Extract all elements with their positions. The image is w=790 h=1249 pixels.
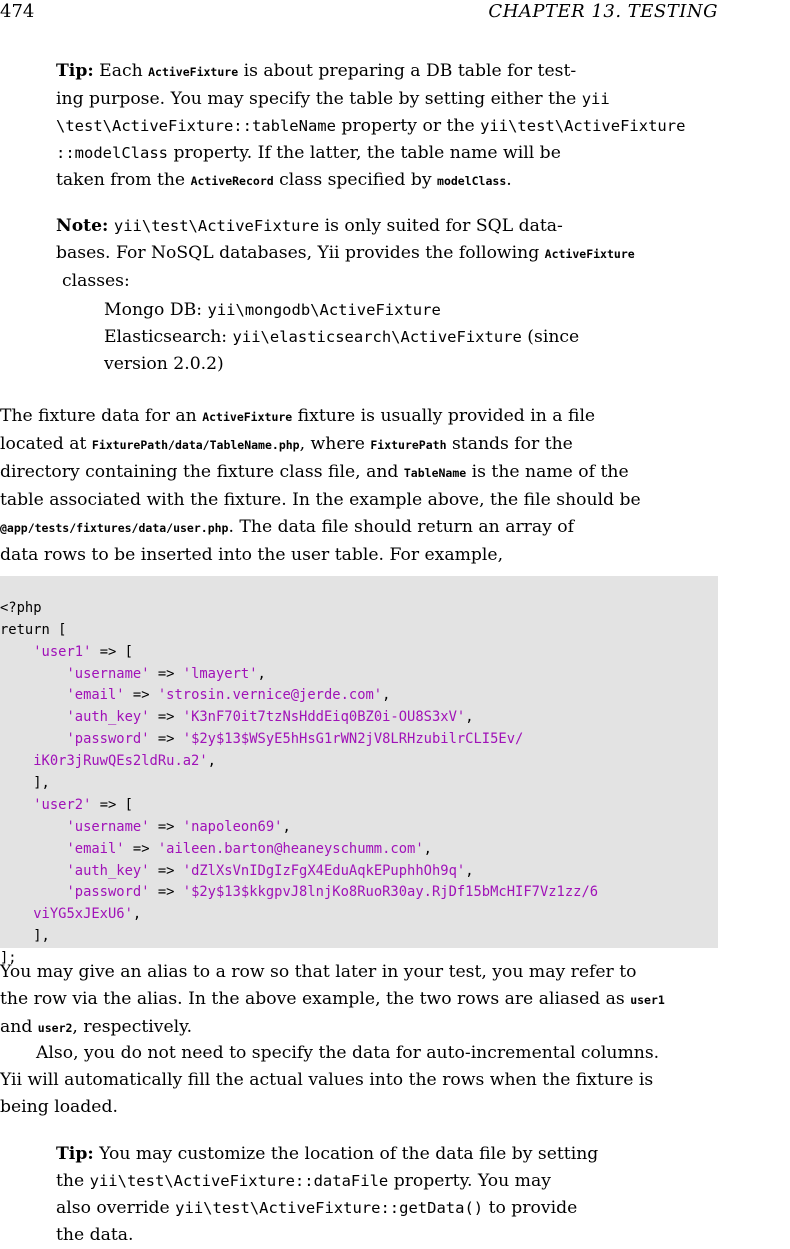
page-number: 474 [0,1,35,22]
list-item-continuation: version 2.0.2) [104,354,224,374]
code-line: return [ [0,621,67,638]
code-line: ]; [0,950,17,967]
code-line: 'user1' => [ [33,643,133,660]
inline-code: FixturePath [370,438,447,452]
inline-code: yii\test\ActiveFixture [480,117,686,135]
code-line: 'password' => '$2y$13$WSyE5hHsG1rWN2jV8LRHzubilrCLI5Ev/ [66,731,524,748]
auto-increment-paragraph: Also, you do not need to specify the data for auto-incremental columns. Yii will automatically fill the actual values into the rows when the fixture is being loaded. [0,1043,660,1117]
inline-code: modelClass [437,174,507,188]
tip-box-datafile: Tip: You may customize the location of the data file by setting the yii\test\ActiveFixture::dataFile property. You may also override yii\test\ActiveFixture::getData() to provide the data. [56,1144,599,1245]
code-line: iK0r3jRuwQEs2ldRu.a2', [33,753,216,770]
list-item: Elasticsearch: yii\elasticsearch\ActiveFixture (since [104,327,580,347]
inline-code: yii\elasticsearch\ActiveFixture [232,328,522,346]
code-line: 'username' => 'napoleon69', [66,818,291,835]
inline-code: FixturePath/data/TableName.php [91,438,300,452]
code-line: viYG5xJExU6', [33,906,142,923]
code-line: 'password' => '$2y$13$kkgpvJ8lnjKo8RuoR30ay.RjDf15bMcHIF7Vz1zz/6 [66,884,599,901]
inline-code: yii\test\ActiveFixture::getData() [175,1199,484,1217]
inline-code: yii\test\ActiveFixture::dataFile [89,1172,389,1190]
tip-label: Tip: [56,61,94,81]
page-header [0,0,718,22]
code-line: 'email' => 'strosin.vernice@jerde.com', [66,687,391,704]
tip-box-table: Tip: Each ActiveFixture is about preparing a DB table for test- ing purpose. You may specify the table by setting either the yii \test\ActiveFixture::tableName property or the yii\test\ActiveFixture ::modelClass property. If the latter, the table name will be taken from the ActiveRecord class specified by modelClass. [56,61,686,190]
inline-code: ActiveFixture [148,65,239,79]
tip-label: Tip: [56,1144,94,1164]
code-line: 'username' => 'lmayert', [66,665,266,682]
inline-code: user2 [37,1021,73,1035]
code-listing [0,576,718,967]
inline-code: ActiveRecord [190,174,274,188]
inline-code: \test\ActiveFixture::tableName [56,117,336,135]
inline-code: ActiveFixture [202,410,293,424]
list-item: Mongo DB: yii\mongodb\ActiveFixture [104,300,441,320]
inline-code: yii\test\ActiveFixture [113,217,320,235]
inline-code: TableName [403,466,467,480]
code-line: 'auth_key' => 'K3nF70it7tzNsHddEiq0BZ0i-OU8S3xV', [66,709,474,726]
note-label: Note: [56,216,109,236]
chapter-title: CHAPTER 13. TESTING [488,1,718,22]
fixture-data-paragraph: The fixture data for an ActiveFixture fixture is usually provided in a file located at FixturePath/data/TableName.php, where FixturePath stands for the directory containing the fixture class file, and TableName is the name of the table associated with the fixture. In the example above, the file should be @app/tests/fixtures/data/user.php. The data file should return an array of data rows to be inserted into the user table. For example, [0,406,641,565]
code-line: ], [0,775,50,792]
code-line: 'user2' => [ [33,796,133,813]
inline-code: @app/tests/fixtures/data/user.php [0,521,229,535]
nosql-fixture-list [104,297,662,378]
alias-paragraph: You may give an alias to a row so that later in your test, you may refer to the row via the alias. In the above example, the two rows are aliased as user1 and user2, respectively. [0,962,665,1037]
inline-code: yii [581,90,610,108]
code-line: 'auth_key' => 'dZlXsVnIDgIzFgX4EduAqkEPuphhOh9q', [66,862,474,879]
inline-code: ::modelClass [56,144,168,162]
inline-code: user1 [630,993,665,1007]
inline-code: ActiveFixture [544,247,635,261]
code-line: ], [0,928,50,945]
code-line: 'email' => 'aileen.barton@heaneyschumm.com', [66,840,432,857]
inline-code: yii\mongodb\ActiveFixture [207,301,441,319]
code-line: <?php [0,599,42,616]
note-box-nosql: Note: yii\test\ActiveFixture is only suited for SQL data- bases. For NoSQL databases, Yii provides the following ActiveFixture classes: Mongo DB: yii\mongodb\ActiveFixture Elasticsearch: yii\elasticsearch\ActiveFixture (since version 2.0.2) [56,213,662,378]
